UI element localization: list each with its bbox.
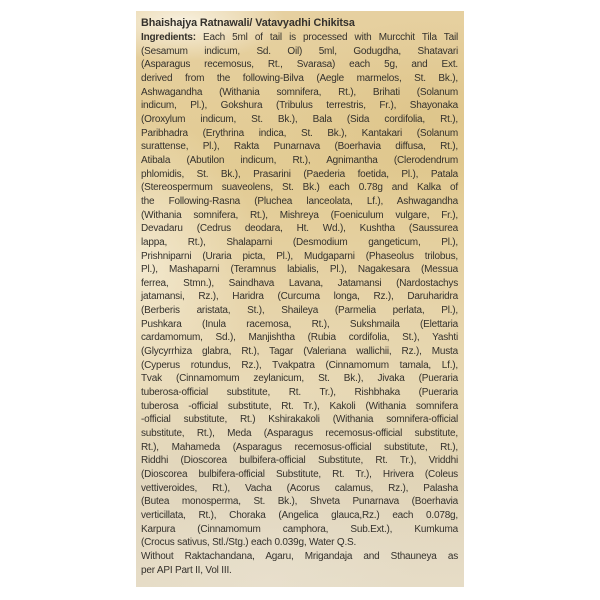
ingredients-line: cardamomum, Sd.), Manjishtha (Rubia cordifolia, St.), Yashti — [141, 332, 458, 344]
ingredients-line: vettiveroides, Rt.), Vacha (Acorus calamus, Rz.), Palasha — [141, 482, 458, 494]
ingredients-line: per API Part II, Vol III. — [141, 564, 232, 576]
ingredients-line: phlomidis, St. Bk.), Prasarini (Paederia foetida, Pl.), Patala — [141, 168, 458, 180]
ingredients-line: Without Raktachandana, Agaru, Mrigandaja and Sthauneya as — [141, 550, 458, 562]
ingredients-line: Tvak (Cinnamomum zeylanicum, St. Bk.), Jivaka (Pueraria — [141, 373, 458, 385]
ingredients-line: Rt.), Mahameda (Asparagus recemosus-official substitute, Rt.), — [141, 441, 458, 453]
ingredients-lines — [141, 45, 458, 578]
ingredients-line: (Butea monosperma, St. Bk.), Shveta Punarnava (Boerhavia — [141, 496, 458, 508]
ingredients-line: (Sesamum indicum, Sd. Oil) 5ml, Godugdha, Shatavari — [141, 45, 458, 57]
ingredients-line: -official substitute, Rt.) Kshirakakoli (Withania somnifera-official — [141, 414, 458, 426]
ingredients-line: (Glycyrrhiza glabra, Rt.), Tagar (Valeriana wallichii, Rz.), Musta — [141, 346, 458, 358]
ingredients-line: the Following-Rasna (Pluchea lanceolata, Lf.), Ashwagandha — [141, 195, 458, 207]
ingredients-line: (Crocus sativus, Stl./Stg.) each 0.039g, Water Q.S. — [141, 537, 357, 549]
label-title: Bhaishajya Ratnawali/ Vatavyadhi Chikitsa — [141, 17, 355, 29]
ingredients-line: (Asparagus recemosus, Rt., Svarasa) each 5g, and Ext. — [141, 59, 458, 71]
ingredients-line: Riddhi (Dioscorea bulbifera-official Substitute, Rt. Tr.), Vriddhi — [141, 455, 458, 467]
ingredients-line: Atibala (Abutilon indicum, Rt.), Agnimantha (Clerodendrum — [141, 154, 458, 166]
ingredients-label-panel — [136, 11, 464, 587]
ingredients-line: substitute, Rt.), Meda (Asparagus recemosus-official substitute, — [141, 428, 458, 440]
ingredients-heading: Ingredients: — [141, 32, 196, 43]
ingredients-line: tuberosa-official substitute, Rt. Tr.), Rishbhaka (Pueraria — [141, 387, 458, 399]
ingredients-line: Pushkara (Inula racemosa, Rt.), Sukshmaila (Elettaria — [141, 318, 458, 330]
ingredients-line: Prishniparni (Uraria picta, Pl.), Mudgaparni (Phaseolus trilobus, — [141, 250, 458, 262]
ingredients-line: Pl.), Mashaparni (Teramnus labialis, Pl.), Nagakesara (Messua — [141, 264, 458, 276]
ingredients-line: (Withania somnifera, Rt.), Mishreya (Foeniculum vulgare, Fr.), — [141, 209, 458, 221]
ingredients-line: jatamansi, Rz.), Haridra (Curcuma longa, Rz.), Daruharidra — [141, 291, 458, 303]
ingredients-line: verticillata, Rt.), Choraka (Angelica glauca,Rz.) each 0.078g, — [141, 509, 458, 521]
ingredients-text-block — [141, 31, 458, 577]
ingredients-line: (Dioscorea bulbifera-official Substitute, Rt. Tr.), Hrivera (Coleus — [141, 469, 458, 480]
ingredients-first-line-rest: Each 5ml of tail is processed with Murcchit Tila Tail — [195, 32, 458, 43]
ingredients-line: Devadaru (Cedrus deodara, Ht. Wd.), Kushtha (Saussurea — [141, 223, 458, 235]
ingredients-line: Paribhadra (Erythrina indica, St. Bk.), Kantakari (Solanum — [141, 127, 458, 139]
ingredients-line: Ashwagandha (Withania somnifera, Rt.), Brihati (Solanum — [141, 86, 458, 98]
ingredients-line: tuberosa -official substitute, Rt. Tr.), Kakoli (Withania somnifera — [141, 400, 458, 412]
ingredients-line: Karpura (Cinnamomum camphora, Sub.Ext.), Kumkuma — [141, 523, 458, 535]
ingredients-line: (Berberis aristata, St.), Shaileya (Parmelia perlata, Pl.), — [141, 305, 458, 317]
ingredients-line: lappa, Rt.), Shalaparni (Desmodium gangeticum, Pl.), — [141, 236, 458, 248]
ingredients-line: derived from the following-Bilva (Aegle marmelos, St. Bk.), — [141, 72, 458, 84]
ingredients-line: (Stereospermum suaveolens, St. Bk.) each 0.78g and Kalka of — [141, 182, 458, 194]
ingredients-line: (Oroxylum indicum, St. Bk.), Bala (Sida cordifolia, Rt.), — [141, 113, 458, 125]
ingredients-first-line — [141, 31, 458, 45]
ingredients-line: surattense, Pl.), Rakta Punarnava (Boerhavia diffusa, Rt.), — [141, 141, 458, 153]
ingredients-line: (Cyperus rotundus, Rz.), Tvakpatra (Cinnamomum tamala, Lf.), — [141, 359, 458, 371]
ingredients-line: ferrea, Stmn.), Saindhava Lavana, Jatamansi (Nardostachys — [141, 277, 458, 289]
ingredients-line: indicum, Pl.), Gokshura (Tribulus terrestris, Fr.), Shayonaka — [141, 100, 458, 112]
